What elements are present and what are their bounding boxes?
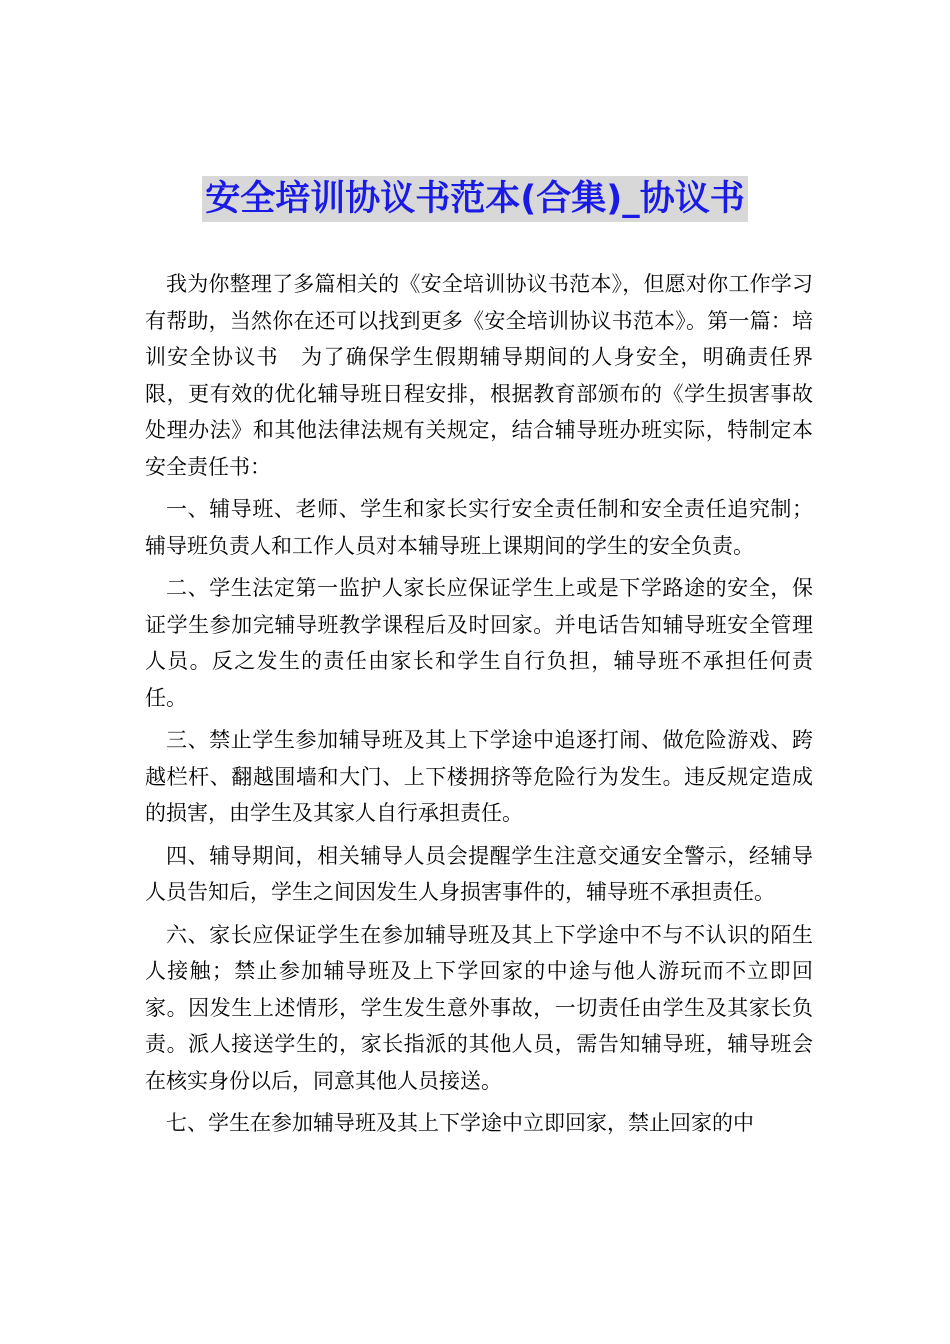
paragraph-clause-3: 三、禁止学生参加辅导班及其上下学途中追逐打闹、做危险游戏、跨越栏杆、翻越围墙和大门、上下楼拥挤等危险行为发生。违反规定造成的损害，由学生及其家人自行承担责任。 <box>145 728 813 825</box>
document-body <box>145 266 813 1142</box>
paragraph-clause-6: 六、家长应保证学生在参加辅导班及其上下学途中不与不认识的陌生人接触；禁止参加辅导班及上下学回家的中途与他人游玩而不立即回家。因发生上述情形，学生发生意外事故，一切责任由学生及其家长负责。派人接送学生的，家长指派的其他人员，需告知辅导班，辅导班会在核实身份以后，同意其他人员接送。 <box>145 922 813 1093</box>
document-title: 安全培训协议书范本(合集)_协议书 <box>202 176 748 222</box>
title-container <box>0 176 950 222</box>
paragraph-clause-2: 二、学生法定第一监护人家长应保证学生上或是下学路途的安全，保证学生参加完辅导班教学课程后及时回家。并电话告知辅导班安全管理人员。反之发生的责任由家长和学生自行负担，辅导班不承担任何责任。 <box>145 576 813 710</box>
paragraph-intro: 我为你整理了多篇相关的《安全培训协议书范本》，但愿对你工作学习有帮助，当然你在还可以找到更多《安全培训协议书范本》。第一篇：培训安全协议书 为了确保学生假期辅导期间的人身安全，明确责任界限，更有效的优化辅导班日程安排，根据教育部颁布的《学生损害事故处理办法》和其他法律法规有关规定，结合辅导班办班实际，特制定本安全责任书： <box>145 272 813 479</box>
paragraph-clause-4: 四、辅导期间，相关辅导人员会提醒学生注意交通安全警示，经辅导人员告知后，学生之间因发生人身损害事件的，辅导班不承担责任。 <box>145 843 813 904</box>
paragraph-clause-1: 一、辅导班、老师、学生和家长实行安全责任制和安全责任追究制；辅导班负责人和工作人员对本辅导班上课期间的学生的安全负责。 <box>145 497 813 558</box>
paragraph-clause-7: 七、学生在参加辅导班及其上下学途中立即回家，禁止回家的中 <box>166 1111 754 1135</box>
